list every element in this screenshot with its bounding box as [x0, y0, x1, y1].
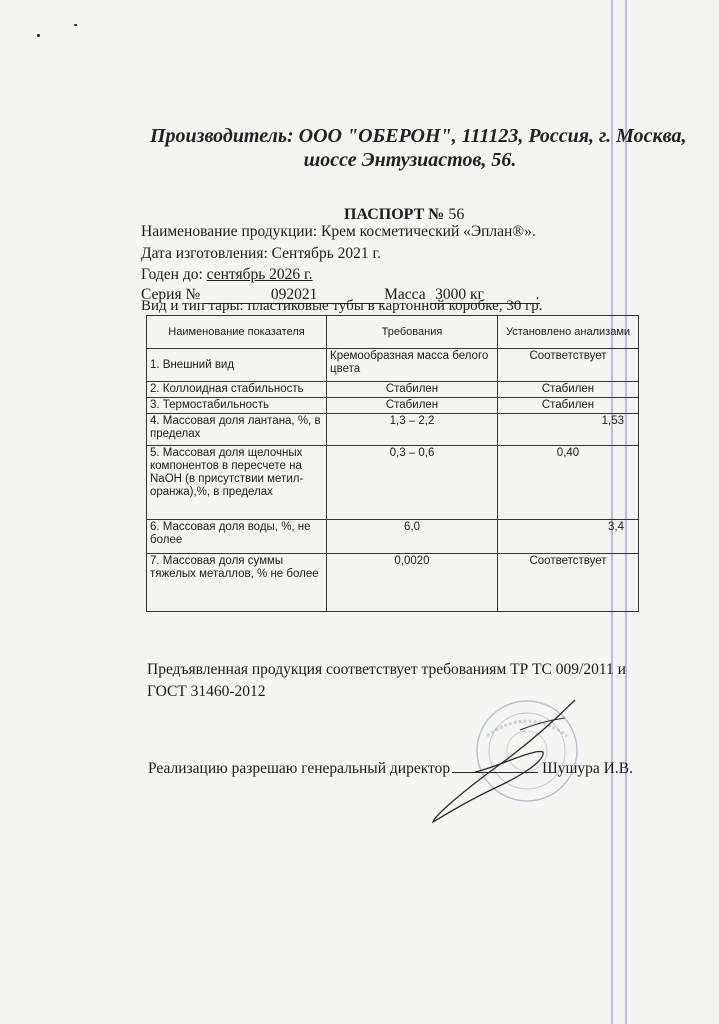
row-requirement: 6,0 — [327, 520, 498, 554]
signer-name: Шушура И.В. — [542, 760, 633, 777]
row-requirement: 1,3 – 2,2 — [327, 414, 498, 446]
row-requirement: Стабилен — [327, 398, 498, 414]
row-name: 1. Внешний вид — [147, 349, 327, 382]
row-requirement: Кремообразная масса белого цвета — [327, 349, 498, 382]
product-name-line: Наименование продукции: Крем косметический «Эплан®». — [141, 223, 536, 240]
series-label: Серия № — [141, 286, 201, 303]
header-indicator: Наименование показателя — [147, 316, 327, 349]
row-name: 6. Массовая доля воды, %, не более — [147, 520, 327, 554]
table-row — [147, 554, 639, 612]
row-result: 1,53 — [498, 414, 639, 446]
row-name: 7. Массовая доля суммы тяжелых металлов, % не более — [147, 554, 327, 612]
spec-table — [146, 315, 639, 612]
mass-value: 3000 кг — [430, 286, 490, 304]
row-result: Стабилен — [498, 382, 639, 398]
row-result: 0,40 — [498, 446, 639, 520]
package-line: Вид и тип тары: пластиковые тубы в картонной коробке, 30 гр. — [141, 298, 543, 314]
passport-number: 56 — [448, 206, 465, 223]
row-name: 4. Массовая доля лантана, %, в пределах — [147, 414, 327, 446]
row-requirement: 0,0020 — [327, 554, 498, 612]
expiry-label: Годен до: — [141, 266, 203, 283]
table-row — [147, 446, 639, 520]
row-name: 5. Массовая доля щелочных компонентов в пересчете на NaOH (в присутствии метил-оранжа),%, в пределах — [147, 446, 327, 520]
scan-speck — [74, 24, 77, 26]
mass-label: Масса — [384, 286, 426, 303]
mass-tail: . — [490, 286, 540, 304]
row-requirement: 0,3 – 0,6 — [327, 446, 498, 520]
signature-line — [452, 758, 538, 773]
passport-title — [344, 206, 464, 224]
row-result: Стабилен — [498, 398, 639, 414]
expiry-value: сентябрь 2026 г. — [206, 266, 313, 283]
header-results: Установлено анализами — [498, 316, 639, 349]
passport-label: ПАСПОРТ № — [344, 206, 445, 223]
manufacturer-line-2: шоссе Энтузиастов, 56. — [303, 149, 517, 171]
row-result: 3,4 — [498, 520, 639, 554]
approval-line — [148, 758, 633, 778]
conformity-statement: Предъявленная продукция соответствует требованиям ТР ТС 009/2011 и ГОСТ 31460-2012 — [147, 661, 626, 700]
table-row — [147, 398, 639, 414]
row-name: 2. Коллоидная стабильность — [147, 382, 327, 398]
manufacturer-heading — [150, 124, 687, 172]
row-name: 3. Термостабильность — [147, 398, 327, 414]
table-row — [147, 520, 639, 554]
row-requirement: Стабилен — [327, 382, 498, 398]
series-value: 092021 — [204, 286, 384, 304]
expiry-line — [141, 266, 313, 284]
header-requirements: Требования — [327, 316, 498, 349]
table-header-row — [147, 316, 639, 349]
approval-text: Реализацию разрешаю генеральный директор — [148, 760, 451, 777]
row-result: Соответствует — [498, 349, 639, 382]
table-row — [147, 414, 639, 446]
manufacturer-line-1: Производитель: ООО "ОБЕРОН", 111123, Россия, г. Москва, — [150, 125, 687, 147]
scan-speck — [37, 34, 40, 37]
table-row — [147, 349, 639, 382]
table-row — [147, 382, 639, 398]
manufacture-date-line: Дата изготовления: Сентябрь 2021 г. — [141, 245, 381, 262]
row-result: Соответствует — [498, 554, 639, 612]
